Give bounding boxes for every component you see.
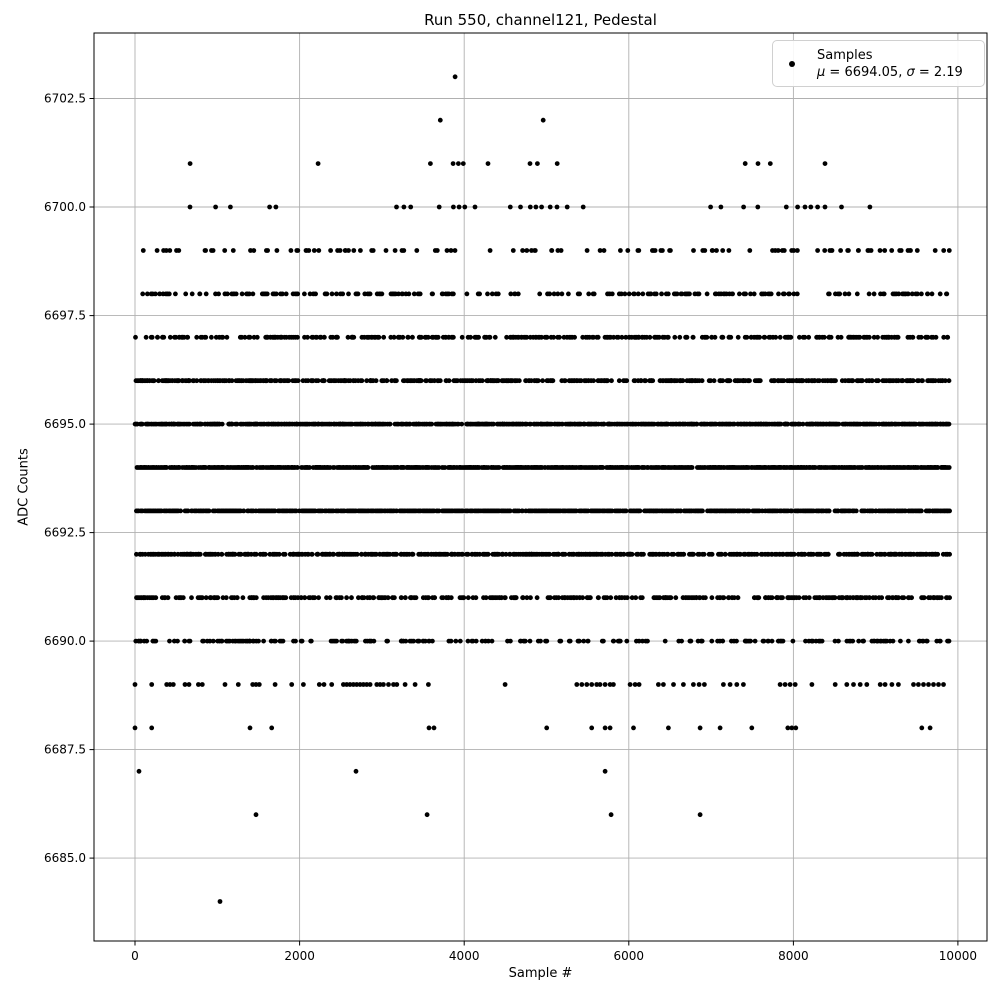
band-adc-6702 (438, 118, 546, 123)
band-adc-6697 (133, 335, 950, 340)
y-tick-label: 6700.0 (44, 200, 86, 214)
band-adc-6692 (134, 552, 952, 557)
x-tick-label: 4000 (448, 949, 480, 963)
y-tick-label: 6690.0 (44, 634, 86, 649)
x-axis-ticks (131, 941, 977, 963)
y-tick-label: 6685.0 (44, 851, 86, 866)
y-tick-label: 6697.5 (44, 308, 86, 323)
y-tick-label: 6695.0 (44, 417, 86, 432)
legend-text (817, 47, 963, 81)
legend-label-samples: Samples (817, 47, 873, 63)
x-tick-label: 6000 (613, 949, 645, 963)
band-adc-6694 (135, 465, 952, 470)
band-adc-6699 (141, 248, 952, 253)
x-tick-label: 2000 (284, 949, 315, 963)
band-adc-6688 (133, 725, 933, 730)
x-tick-label: 0 (131, 949, 139, 963)
y-tick-label: 6687.5 (44, 742, 86, 757)
band-adc-6687 (137, 769, 608, 774)
band-adc-6689 (133, 682, 946, 687)
band-adc-6698 (140, 291, 949, 296)
band-adc-6686 (254, 812, 703, 817)
band-adc-6693 (134, 508, 952, 513)
legend-label-stats: μ = 6694.05, σ = 2.19 (817, 64, 963, 80)
band-adc-6703 (453, 74, 458, 79)
band-adc-6696 (134, 378, 952, 383)
band-adc-6691 (134, 595, 952, 600)
legend (772, 40, 985, 87)
x-tick-label: 8000 (778, 949, 809, 963)
band-adc-6695 (133, 422, 952, 427)
sample-points (133, 74, 952, 903)
sample-dot-icon (789, 61, 795, 67)
band-adc-6684 (218, 899, 223, 904)
y-tick-label: 6702.5 (44, 91, 86, 106)
plot-frame (94, 33, 987, 941)
chart-title: Run 550, channel121, Pedestal (424, 11, 657, 29)
y-axis-ticks (44, 92, 94, 866)
band-adc-6701 (188, 161, 828, 166)
gridlines (94, 33, 987, 941)
y-tick-label: 6692.5 (44, 525, 86, 540)
x-tick-label: 10000 (938, 949, 977, 963)
x-axis-label: Sample # (508, 966, 573, 981)
y-axis-label: ADC Counts (16, 448, 32, 526)
